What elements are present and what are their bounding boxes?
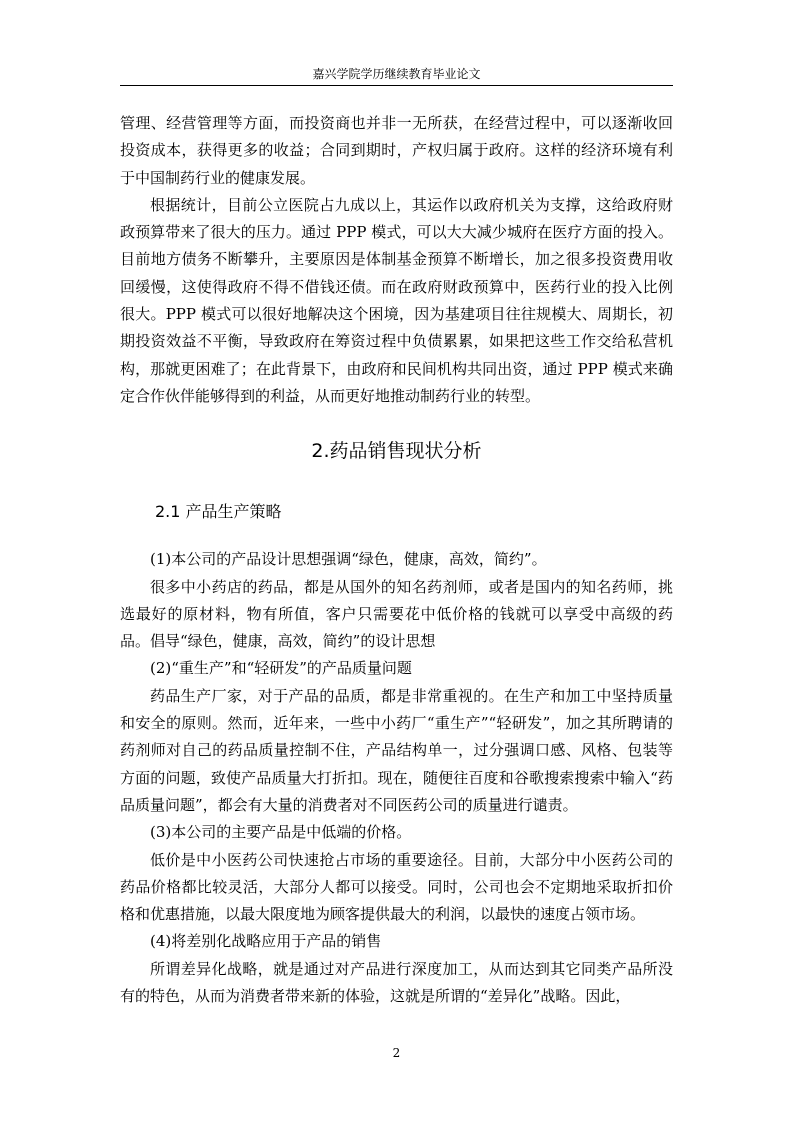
header-rule	[120, 85, 673, 86]
paragraph: 药品生产厂家，对于产品的品质，都是非常重视的。在生产和加工中坚持质量和安全的原则。然而，近年来，一些中小药厂“重生产”“轻研发”，加之其所聘请的药剂师对自己的药品质量控制不住，产品结构单一，过分强调口感、风格、包装等方面的问题，致使产品质量大打折扣。现在，随便往百度和谷歌搜索搜索中输入“药品质量问题”，都会有大量的消费者对不同医药公司的质量进行谴责。	[120, 686, 673, 814]
paragraph: 根据统计，目前公立医院占九成以上，其运作以政府机关为支撑，这给政府财政预算带来了很大的压力。通过 PPP 模式，可以大大减少城府在医疗方面的投入。目前地方债务不断攀升，主要原因是体制基金预算不断增长，加之很多投资费用收回缓慢，这使得政府不得不借钱还债。而在政府财政预算中，医药行业的投入比例很大。PPP 模式可以很好地解决这个困境，因为基建项目往往规模大、周期长，初期投资效益不平衡，导致政府在筹资过程中负债累累，如果把这些工作交给私营机构，那就更困难了；在此背景下，由政府和民间机构共同出资，通过 PPP 模式来确定合作伙伴能够得到的利益，从而更好地推动制药行业的转型。	[120, 195, 673, 405]
paragraph: (3)本公司的主要产品是中低端的价格。	[150, 823, 412, 842]
subsection-heading: 2.1 产品生产策略	[155, 502, 282, 522]
paragraph: (4)将差别化战略应用于产品的销售	[150, 932, 382, 951]
paragraph: 所谓差异化战略，就是通过对产品进行深度加工，从而达到其它同类产品所没有的特色，从而为消费者带来新的体验，这就是所谓的“差异化”战略。因此，	[120, 959, 673, 1006]
page-header: 嘉兴学院学历继续教育毕业论文	[312, 67, 481, 81]
paragraph: 低价是中小医药公司快速抢占市场的重要途径。目前，大部分中小医药公司的药品价格都比较灵活，大部分人都可以接受。同时，公司也会不定期地采取折扣价格和优惠措施，以最大限度地为顾客提供最大的利润，以最快的速度占领市场。	[120, 850, 673, 924]
paragraph: (2)“重生产”和“轻研发”的产品质量问题	[150, 659, 412, 678]
page-content	[120, 110, 673, 1010]
paragraph: 管理、经营管理等方面，而投资商也并非一无所获，在经营过程中，可以逐渐收回投资成本，获得更多的收益；合同到期时，产权归属于政府。这样的经济环境有利于中国制药行业的健康发展。	[120, 114, 673, 187]
page-number: 2	[392, 1046, 401, 1060]
paragraph: (1)本公司的产品设计思想强调“绿色，健康，高效，简约”。	[150, 550, 547, 569]
section-heading: 2.药品销售现状分析	[311, 440, 482, 463]
paragraph: 很多中小药店的药品，都是从国外的知名药剂师，或者是国内的知名药师，挑选最好的原材料，物有所值，客户只需要花中低价格的钱就可以享受中高级的药品。倡导“绿色，健康，高效，简约”的设计思想	[120, 577, 673, 651]
